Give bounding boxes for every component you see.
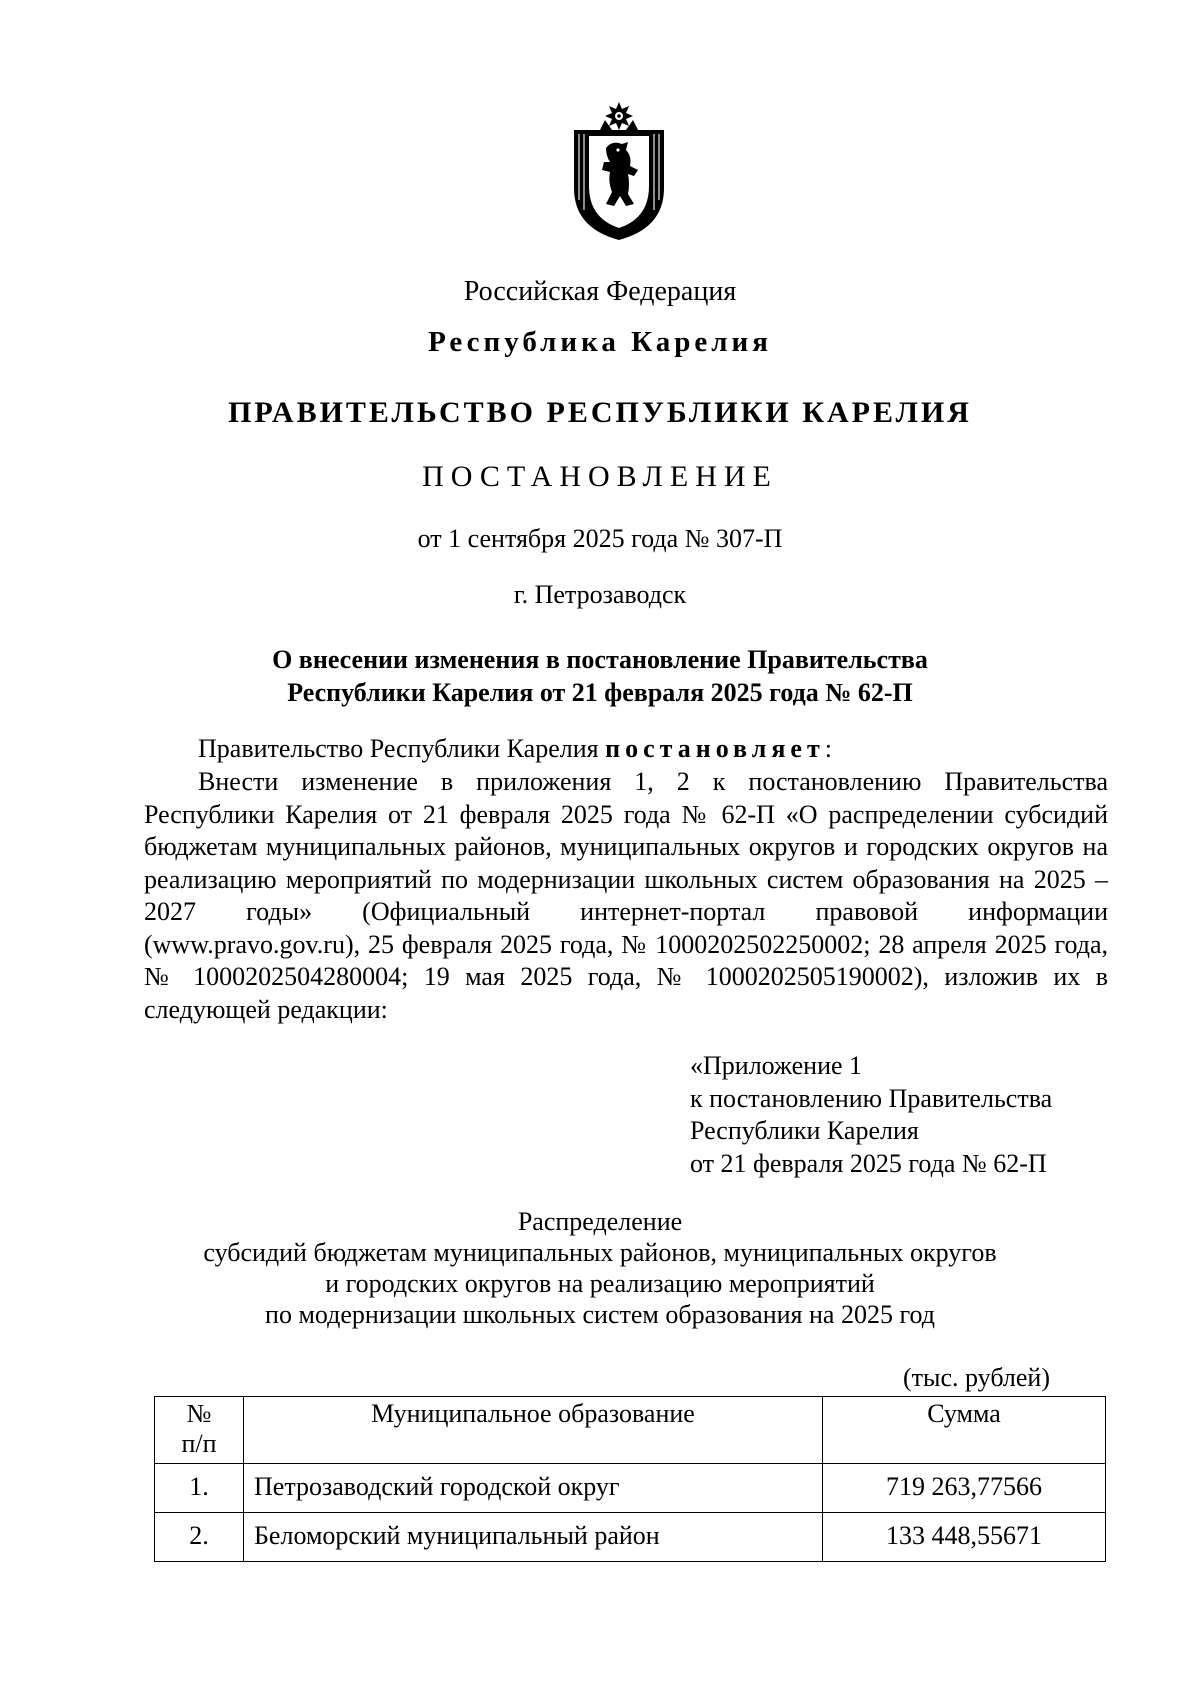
document-type: ПОСТАНОВЛЕНИЕ — [422, 460, 778, 493]
table-units: (тыс. рублей) — [902, 1363, 1050, 1392]
table-header-row — [155, 1397, 1106, 1464]
row-entity: Беломорский муниципальный район — [244, 1513, 823, 1562]
row-number: 2. — [155, 1513, 244, 1562]
appendix-line: от 21 февраля 2025 года № 62-П — [690, 1148, 1047, 1178]
table-row — [155, 1464, 1106, 1513]
distribution-line: субсидий бюджетам муниципальных районов, муниципальных округов — [203, 1238, 997, 1267]
distribution-title — [0, 1206, 1200, 1330]
republic-name: Республика Карелия — [428, 326, 772, 358]
distribution-line: по модернизации школьных систем образования на 2025 год — [265, 1300, 935, 1329]
document-date-number: от 1 сентября 2025 года № 307-П — [417, 524, 783, 553]
row-amount: 133 448,55671 — [823, 1513, 1106, 1562]
header-entity: Муниципальное образование — [244, 1397, 823, 1464]
decree-paragraph: Внести изменение в приложения 1, 2 к постановлению Правительства Республики Карелия от 21 февраля 2025 года № 62-П «О распределении субсидий бюджетам муниципальных районов, муниципальных округов и городских округов на реализацию мероприятий по модернизации школьных систем образования на 2025 – 2027 годы» (Официальный интернет-портал правовой информации (www.pravo.gov.ru), 25 февраля 2025 года, № 1000202502250002; 28 апреля 2025 года, № 1000202504280004; 19 мая 2025 года, № 1000202505190002), изложив их в следующей редакции: — [144, 767, 1108, 1024]
allocation-table — [154, 1396, 1106, 1562]
karelia-coat-of-arms-icon — [568, 100, 670, 242]
distribution-line: Распределение — [517, 1207, 683, 1236]
header-number-line: № — [186, 1399, 212, 1428]
appendix-header — [690, 1050, 1052, 1180]
header-number-line: п/п — [181, 1429, 217, 1458]
row-number: 1. — [155, 1464, 244, 1513]
header-number — [155, 1397, 244, 1464]
government-name: ПРАВИТЕЛЬСТВО РЕСПУБЛИКИ КАРЕЛИЯ — [228, 396, 972, 429]
country-name: Российская Федерация — [463, 276, 737, 307]
appendix-line: Республики Карелия — [690, 1116, 919, 1145]
intro-keyword: постановляет — [605, 734, 825, 763]
heading-line: Республики Карелия от 21 февраля 2025 года № 62-П — [287, 678, 913, 707]
distribution-line: и городских округов на реализацию мероприятий — [325, 1269, 875, 1298]
document-place: г. Петрозаводск — [513, 580, 687, 609]
table-row — [155, 1513, 1106, 1562]
intro-paragraph — [144, 733, 1108, 766]
document-heading — [0, 643, 1200, 709]
appendix-line: к постановлению Правительства — [690, 1083, 1053, 1113]
row-amount: 719 263,77566 — [823, 1464, 1106, 1513]
heading-line: О внесении изменения в постановление Правительства — [272, 645, 928, 674]
appendix-line: «Приложение 1 — [690, 1051, 863, 1080]
intro-prefix: Правительство Республики Карелия — [198, 734, 606, 763]
row-entity: Петрозаводский городской округ — [244, 1464, 823, 1513]
header-amount: Сумма — [823, 1397, 1106, 1464]
intro-suffix: : — [824, 734, 832, 763]
